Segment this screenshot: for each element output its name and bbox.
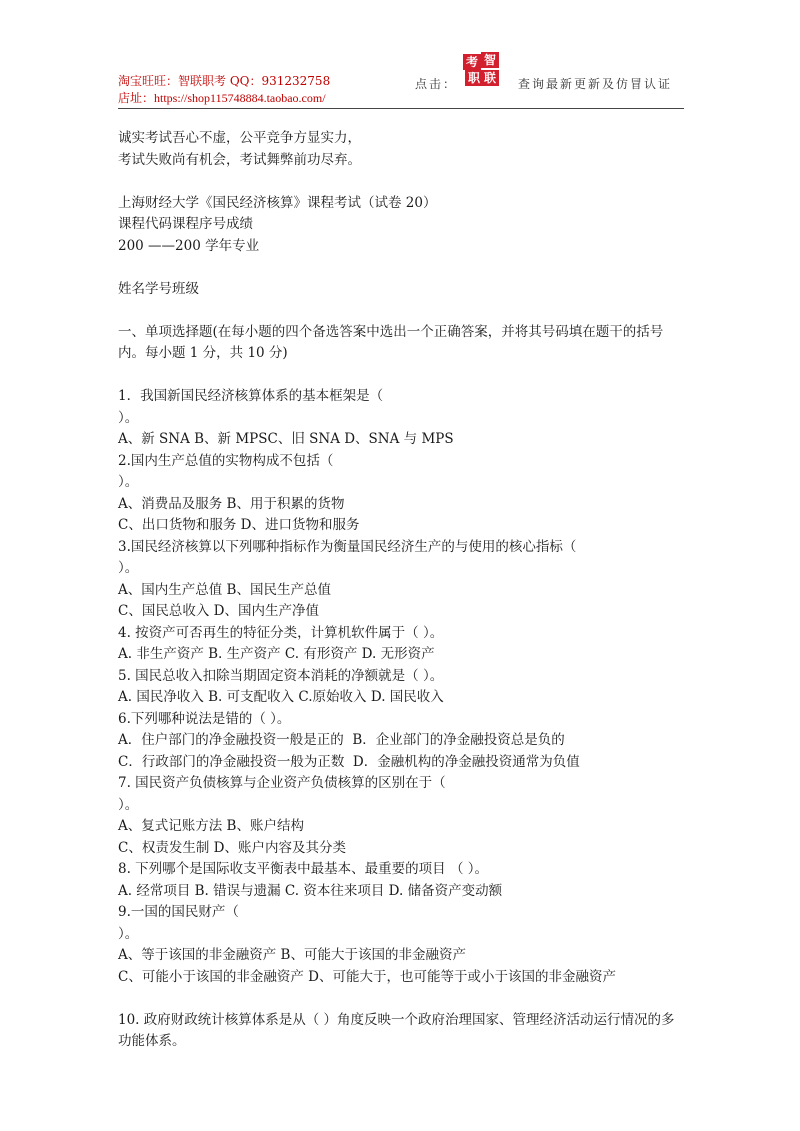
question-line: ）。	[118, 474, 139, 490]
question-line: A、复式记账方法 B、账户结构	[118, 818, 304, 834]
section-title: 一、单项选择题(在每小题的四个备选答案中选出一个正确答案，并将其号码填在题干的括号内。每小题 1 分，共 10 分)	[118, 323, 664, 361]
question-line: C、国民总收入 D、国内生产净值	[118, 603, 319, 619]
question-line: 8. 下列哪个是国际收支平衡表中最基本、最重要的项目 （ ）。	[118, 861, 489, 877]
shop-contact-line: 淘宝旺旺：智联职考 QQ：931232758	[118, 74, 331, 88]
question-line: C、可能小于该国的非金融资产 D、可能大于，也可能等于或小于该国的非金融资产	[118, 968, 616, 985]
academic-year-line: 200 ——200 学年专业	[118, 237, 260, 254]
question-line: 6.下列哪种说法是错的（ ）。	[118, 710, 291, 727]
question-line: 7. 国民资产负债核算与企业资产负债核算的区别在于（	[118, 775, 446, 791]
question-line: A. 经常项目 B. 错误与遗漏 C. 资本往来项目 D. 储备资产变动额	[118, 882, 503, 899]
question-line: 3.国民经济核算以下列哪种指标作为衡量国民经济生产的与使用的核心指标（	[118, 538, 577, 555]
shop-url-link[interactable]: 店址：https://shop115748884.taobao.com/	[118, 91, 326, 105]
question-line: C、权责发生制 D、账户内容及其分类	[118, 839, 346, 856]
question-line: C．行政部门的净金融投资一般为正数 D．金融机构的净金融投资通常为负值	[118, 753, 580, 770]
question-line: 9.一国的国民财产（	[118, 904, 239, 920]
logo-char-2: 智	[481, 52, 499, 68]
zhilian-logo[interactable]	[463, 52, 503, 90]
question-line: 2.国内生产总值的实物构成不包括（	[118, 452, 334, 469]
question-line: C、出口货物和服务 D、进口货物和服务	[118, 517, 360, 533]
question-line: A、新 SNA B、新 MPSC、旧 SNA D、SNA 与 MPS	[118, 431, 454, 447]
exam-title: 上海财经大学《国民经济核算》课程考试（试卷 20）	[118, 194, 437, 211]
question-line: A．住户部门的净金融投资一般是正的 B．企业部门的净金融投资总是负的	[118, 732, 565, 748]
question-line: A. 非生产资产 B. 生产资产 C. 有形资产 D. 无形资产	[118, 646, 435, 662]
question-line: ）。	[118, 560, 139, 576]
page-header	[118, 52, 684, 108]
intro-line: 诚实考试吾心不虚，公平竞争方显实力，	[118, 130, 361, 146]
question-line: 5. 国民总收入扣除当期固定资本消耗的净额就是（ ）。	[118, 667, 444, 684]
student-info-line: 姓名学号班级	[118, 280, 199, 297]
shop-info	[118, 73, 330, 107]
intro-line: 考试失败尚有机会，考试舞弊前功尽弃。	[118, 151, 361, 168]
question-line: A. 国民净收入 B. 可支配收入 C.原始收入 D. 国民收入	[118, 689, 444, 705]
logo-char-3: 职	[465, 70, 483, 86]
question-line: 1．我国新国民经济核算体系的基本框架是（	[118, 388, 384, 404]
question-10: 10. 政府财政统计核算体系是从（ ）角度反映一个政府治理国家、管理经济活动运行情况的多功能体系。	[118, 1011, 675, 1049]
document-body	[118, 128, 678, 1053]
header-divider	[118, 108, 684, 109]
course-code-line: 课程代码课程序号成绩	[118, 216, 253, 232]
click-label: 点击：	[415, 77, 458, 91]
question-line: ）。	[118, 796, 139, 813]
question-line: A、等于该国的非金融资产 B、可能大于该国的非金融资产	[118, 947, 466, 963]
question-list	[118, 386, 678, 988]
question-line: 4. 按资产可否再生的特征分类，计算机软件属于（ ）。	[118, 624, 444, 641]
question-line: ）。	[118, 409, 139, 426]
logo-char-1: 考	[463, 54, 481, 70]
question-line: ）。	[118, 925, 139, 942]
verify-link[interactable]: 查询最新更新及仿冒认证	[518, 77, 673, 91]
logo-char-4: 联	[481, 70, 499, 86]
question-line: A、消费品及服务 B、用于积累的货物	[118, 495, 345, 512]
question-line: A、国内生产总值 B、国民生产总值	[118, 581, 331, 598]
